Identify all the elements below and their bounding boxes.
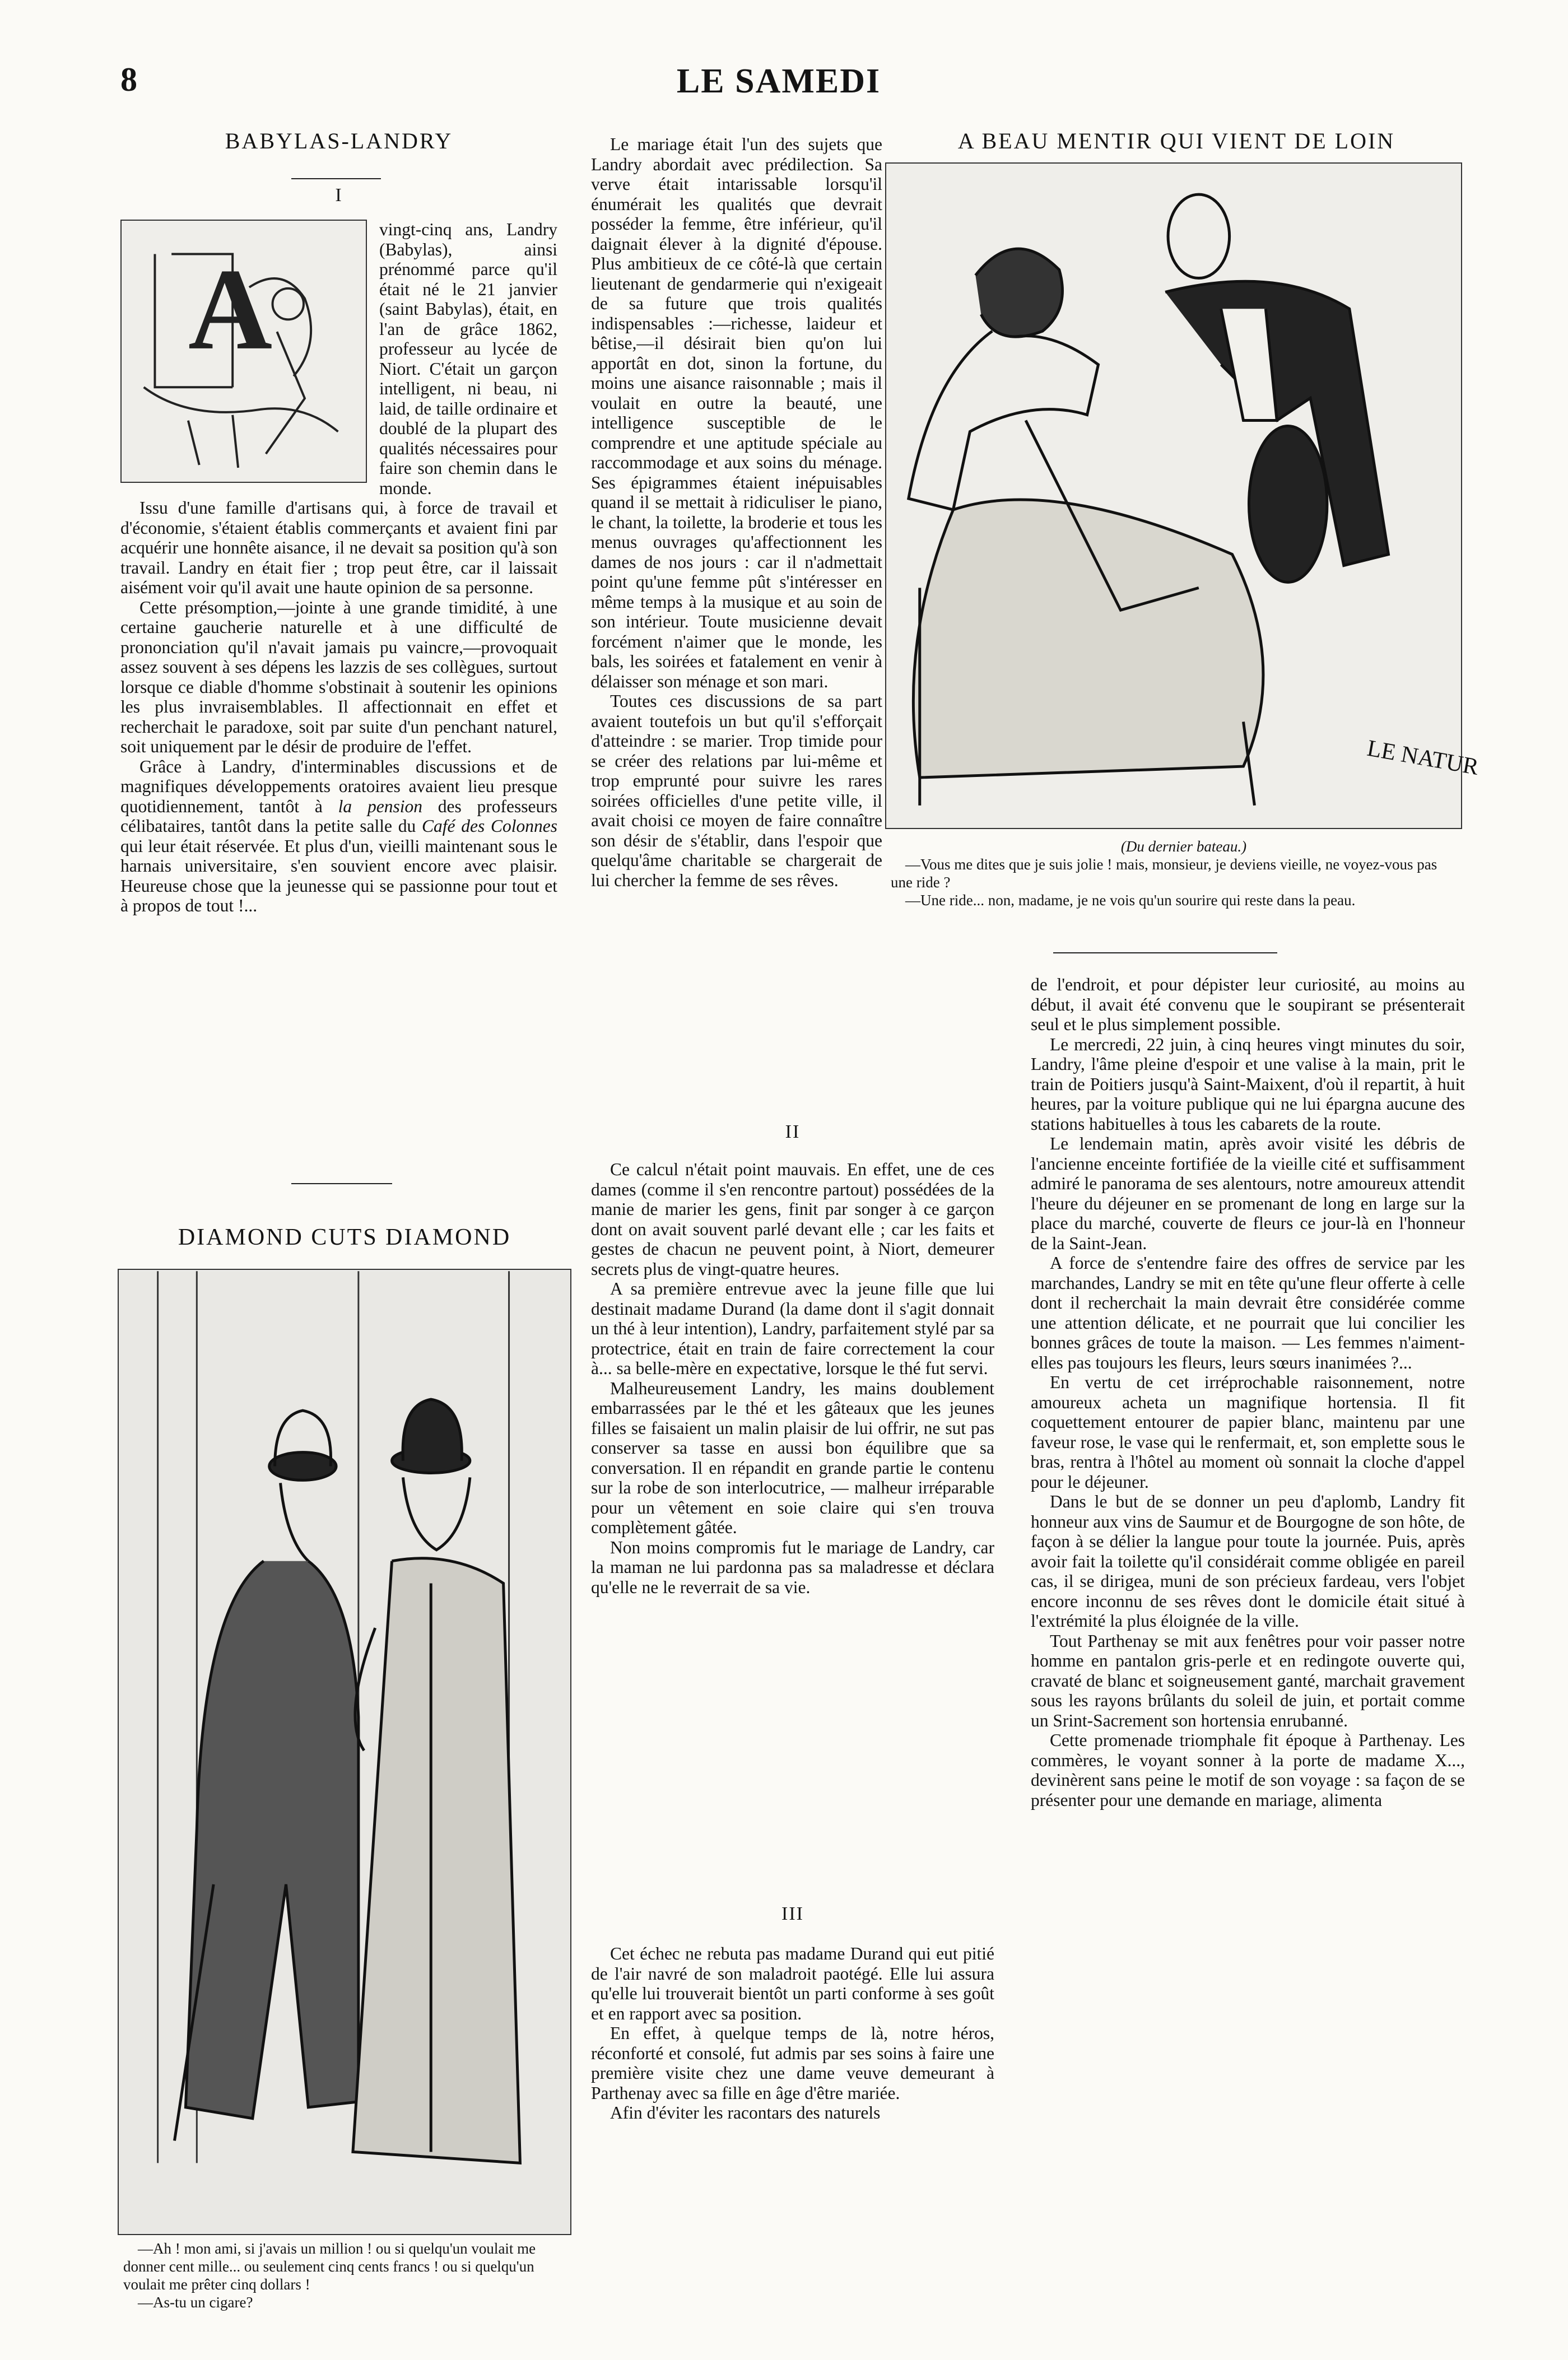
paragraph: Le lendemain matin, après avoir visité les débris de l'ancienne enceinte fortifiée de la vieille cité et suffisamment admiré le panorama de ses alentours, notre amoureux attendit l'heure du déjeuner en se promenant de long en large sur la place du marché, couverte de fleurs ce jour-là en l'honneur de la Saint-Jean.	[1031, 1134, 1465, 1253]
article-title-babylas: BABYLAS-LANDRY	[225, 128, 453, 153]
paragraph: de l'endroit, et pour dépister leur curiosité, au moins au début, il avait été convenu que le soupirant se présenterait seul et le plus simplement possible.	[1031, 975, 1465, 1034]
paragraph: Toutes ces discussions de sa part avaient toutefois un but qu'il s'efforçait d'atteindre : se marier. Trop timide pour se créer des relations par lui-même et trop emprunté pour suivre les rares soirées officielles d'une petite ville, il avait choisi ce moyen de faire connaître son désir de s'établir, dans l'espoir que quelqu'âme charitable se chargerait de lui chercher la femme de ses rêves.	[591, 691, 882, 890]
paragraph: vingt-cinq ans, Landry (Babylas), ainsi prénommé parce qu'il était né le 21 janvier (saint Babylas), était, en l'an de grâce 1862, professeur au lycée de Niort. C'était un garçon intelligent, ni beau, ni laid, de taille ordinaire et doublé de la plupart des qualités nécessaires pour faire son chemin dans le monde.	[379, 220, 557, 498]
caption-credit: (Du dernier bateau.)	[1120, 838, 1247, 855]
caption-line: —Ah ! mon ami, si j'avais un million ! ou si quelqu'un voulait me donner cent mille... ou seulement cinq cents francs ! ou si quelqu'un voulait me prêter cinq dollars !	[123, 2240, 536, 2293]
caption-line: —Une ride... non, madame, je ne vois qu'un sourire qui reste dans la peau.	[905, 892, 1356, 909]
paragraph: A sa première entrevue avec la jeune fille que lui destinait madame Durand (la dame dont il s'agit donnait un thé à leur intention), Landry, parfaitement stylé par sa protectrice, était en train de faire correctement la cour à... sa belle-mère en expectative, lorsque le thé fut servi.	[591, 1279, 994, 1378]
caption-line: —As-tu un cigare?	[138, 2294, 253, 2311]
paragraph: Le mercredi, 22 juin, à cinq heures vingt minutes du soir, Landry, l'âme pleine d'espoir et une valise à la main, prit le train de Poitiers jusqu'à Saint-Maixent, d'où il repartit, à huit heures, par la voiture publique qui ne lui épargna aucune des stations habituelles à tous les cabarets de la route.	[1031, 1034, 1465, 1134]
paragraph: Cet échec ne rebuta pas madame Durand qui eut pitié de l'air navré de son maladroit paotégé. Elle lui assura qu'elle lui trouverait bientôt un parti conforme à ses goût et en rapport avec sa position.	[591, 1944, 994, 2023]
paragraph: Non moins compromis fut le mariage de Landry, car la maman ne lui pardonna pas sa maladresse et déclara qu'elle ne le reverrait de sa vie.	[591, 1537, 994, 1597]
paragraph: En effet, à quelque temps de là, notre héros, réconforté et consolé, fut admis par ses soins à faire une première visite chez une dame veuve demeurant à Parthenay avec sa fille en âge d'être mariée.	[591, 2023, 994, 2103]
paragraph: Malheureusement Landry, les mains doublement embarrassées par le thé et les gâteaux que les jeunes filles se faisaient un malin plaisir de lui offrir, ne sut pas conserver sa tasse en aussi bon équilibre que sa conversation. Il en répandit en grande partie le contenu sur la robe de son interlocutrice, — malheur irréparable pour un vêtement en soie claire qui s'en trouva complètement gâtée.	[591, 1378, 994, 1537]
paragraph: Ce calcul n'était point mauvais. En effet, une de ces dames (comme il s'en rencontre partout) possédées de la manie de marier les gens, finit par songer à ce garçon dont on avait souvent parlé devant elle ; car les faits et gestes de chacun ne peuvent point, à Niort, demeurer secrets plus de vingt-quatre heures.	[591, 1160, 994, 1279]
babylas-section-iii	[591, 1944, 994, 2123]
diamond-cuts-diamond-illustration	[118, 1269, 571, 2235]
paragraph: Dans le but de se donner un peu d'aplomb, Landry fit honneur aux vins de Saumur et de Bourgogne de son hôte, de façon à se délier la langue pour toute la journée. Puis, après avoir fait la toilette qu'il considérait comme obligée en pareil cas, il se dirigea, muni de son précieux fardeau, vers l'objet encore inconnu de ses rêves dont le domicile était situé à l'extrémité la plus éloignée de la ville.	[1031, 1492, 1465, 1631]
paragraph: Cette promenade triomphale fit époque à Parthenay. Les commères, le voyant sonner à la porte de madame X..., devinèrent sans peine le motif de son voyage : sa façon de se présenter pour une demande en mariage, alimenta	[1031, 1730, 1465, 1810]
artist-signature: LE NATUR	[1365, 735, 1481, 780]
paragraph: Grâce à Landry, d'interminables discussions et de magnifiques développements oratoires avaient lieu presque quotidiennement, tantôt à la pension des professeurs célibataires, tantôt dans la petite salle du Café des Colonnes qui leur était réservée. Et plus d'un, vieilli maintenant sous le harnais universitaire, s'en souvient encore avec plaisir. Heureuse chose que la jeunesse qui se passionne pour tout et à propos de tout !...	[120, 756, 557, 915]
initial-vignette-drawing	[122, 221, 366, 482]
paragraph: Afin d'éviter les racontars des naturels	[610, 2103, 881, 2122]
caption-line: —Vous me dites que je suis jolie ! mais, monsieur, je deviens vieille, ne voyez-vous pas une ride ?	[891, 856, 1437, 891]
section-number-ii: II	[785, 1121, 801, 1142]
paragraph: A force de s'entendre faire des offres de service par les marchandes, Landry se mit en tête qu'une fleur offerte à celle dont il recherchait la main devrait être considérée comme une attention délicate, et ne pourrait que lui concilier les bonnes grâces de toute la maison. — Les femmes n'aiment-elles pas toujours les fleurs, leurs sœurs inanimées ?...	[1031, 1253, 1465, 1372]
two-men-drawing	[119, 1270, 570, 2234]
masthead: LE SAMEDI	[676, 62, 881, 100]
paragraph: Tout Parthenay se mit aux fenêtres pour voir passer notre homme en pantalon gris-perle et en redingote ouverte qui, cravaté de blanc et soigneusement ganté, marchait gravement sous les rayons brûlants du soleil de juin, et portait comme un Srint-Sacrement son hortensia enrubanné.	[1031, 1631, 1465, 1730]
section-divider	[291, 1183, 392, 1184]
paragraph: Cette présomption,—jointe à une grande timidité, à une certaine gaucherie naturelle et à une difficulté de prononciation qu'il n'avait jamais pu vaincre,—provoquait assez souvent à ses dépens les lazzis de ses collègues, surtout lorsque ce diable d'homme s'obstinait à soutenir les opinions les plus invraisemblables. Il affectionnait en effet et recherchait le paradoxe, soit par suite d'un penchant naturel, soit uniquement par le désir de produire de l'effet.	[120, 597, 557, 756]
page-number: 8	[120, 61, 137, 98]
section-number-i: I	[335, 185, 343, 206]
dropcap-letter: A	[188, 245, 273, 374]
article-title-beau-mentir: A BEAU MENTIR QUI VIENT DE LOIN	[957, 128, 1395, 153]
beau-mentir-illustration	[885, 162, 1481, 829]
babylas-column-1	[120, 220, 557, 916]
babylas-column-2	[591, 134, 882, 890]
paragraph: En vertu de cet irréprochable raisonnement, notre amoureux acheta un magnifique hortensia. Il fit coquettement entourer de papier blanc, maintenu par une faveur rose, le vase qui le renfermait, et, son emplette sous le bras, rentra à l'hôtel au moment où sonnait la cloche d'appel pour le déjeuner.	[1031, 1372, 1465, 1492]
paragraph: Le mariage était l'un des sujets que Landry abordait avec prédilection. Sa verve était intarissable lorsqu'il énumérait les qualités que devrait posséder la femme, être inférieur, qu'il daignait élever à la dignité d'épouse. Plus ambitieux de ce côté-là que certain lieutenant de gendarmerie qui n'exigeait de sa future que trois qualités indispensables :—richesse, laideur et bêtise,—il désirait bien qu'on lui apportât en dot, sinon la fortune, du moins une aisance raisonnable ; mais il voulait en outre la beauté, une intelligence susceptible de le comprendre et une aptitude spéciale au raccommodage et aux soins du ménage. Ses épigrammes étaient inépuisables quand il se mettait à ridiculiser le piano, le chant, la toilette, la broderie et tous les menus ouvrages qu'affectionnent les dames de nos jours : car il n'admettait point qu'une femme pût s'intéresser en même temps à la musique et au soin de son intérieur. Toute musicienne devait forcément n'aimer que le monde, les bals, les soirées et fatalement en venir à délaisser son ménage et son mari.	[591, 134, 882, 691]
beau-mentir-caption	[891, 837, 1462, 909]
babylas-section-ii	[591, 1160, 994, 1597]
lady-and-gentleman-drawing	[886, 164, 1481, 828]
diamond-caption	[123, 2240, 571, 2311]
section-number-iii: III	[781, 1903, 804, 1924]
babylas-column-3	[1031, 975, 1465, 1810]
section-divider	[1053, 952, 1277, 953]
paragraph: Issu d'une famille d'artisans qui, à force de travail et d'économie, s'étaient établis commerçants et avaient fini par acquérir une honnête aisance, il ne devait sa position qu'à son travail. Landry en était fier ; trop peut être, car il laissait aisément voir qu'il avait une haute opinion de sa personne.	[120, 498, 557, 597]
title-rule	[291, 178, 381, 179]
ornamental-initial-illustration	[120, 220, 367, 483]
article-title-diamond: DIAMOND CUTS DIAMOND	[178, 1225, 511, 1250]
